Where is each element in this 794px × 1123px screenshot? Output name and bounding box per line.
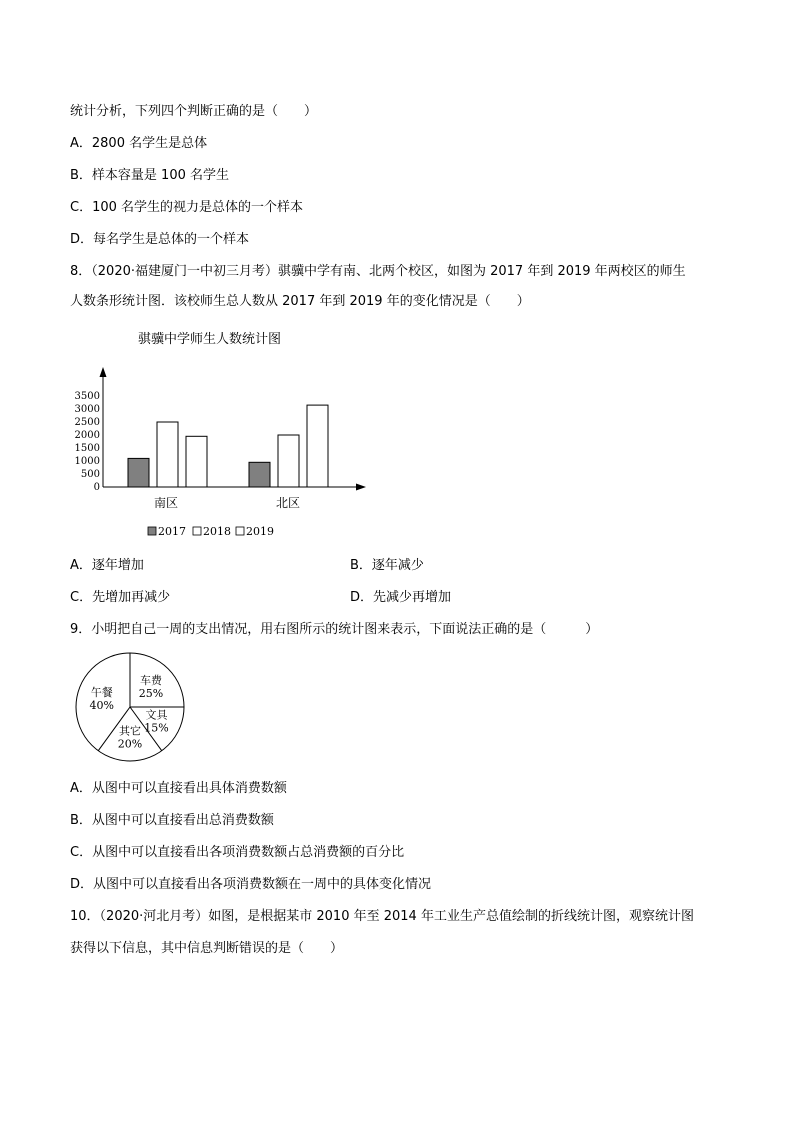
- category-label-north: 北区: [275, 496, 301, 510]
- bar-2019-1: [307, 405, 328, 487]
- pie-pct-3: 40%: [89, 698, 114, 712]
- legend-label-2018: 2018: [203, 525, 231, 538]
- y-tick-label: 500: [80, 469, 100, 480]
- legend-label-2019: 2019: [246, 525, 274, 538]
- bar-2018-1: [278, 435, 299, 487]
- q8-option-b: B．逐年减少: [350, 558, 424, 573]
- y-axis-arrow: [100, 367, 107, 377]
- pie-label-2: 其它: [119, 724, 141, 738]
- q10-stem-line2: 获得以下信息，其中信息判断错误的是（ ）: [70, 941, 344, 956]
- y-tick-label: 3000: [74, 404, 100, 415]
- q8-option-a: A．逐年增加: [70, 558, 144, 573]
- pie-label-3: 午餐: [90, 685, 113, 699]
- bar-2019-0: [186, 436, 207, 487]
- y-tick-label: 3500: [74, 391, 100, 402]
- pie-pct-1: 15%: [144, 721, 169, 735]
- pie-pct-0: 25%: [138, 686, 164, 700]
- q7-stem: 统计分析，下列四个判断正确的是（ ）: [70, 104, 318, 119]
- legend-swatch-2018: [193, 527, 201, 535]
- pie-pct-2: 20%: [117, 737, 143, 751]
- q7-option-a: A．2800 名学生是总体: [70, 136, 208, 151]
- bar-2018-0: [157, 422, 178, 487]
- q7-option-c: C．100 名学生的视力是总体的一个样本: [70, 200, 304, 215]
- q8-stem-line2: 人数条形统计图．该校师生总人数从 2017 年到 2019 年的变化情况是（ ）: [70, 294, 530, 309]
- q9-option-d: D．从图中可以直接看出各项消费数额在一周中的具体变化情况: [70, 877, 432, 892]
- q9-option-a: A．从图中可以直接看出具体消费数额: [70, 781, 287, 796]
- q10-stem-line1: 10．（2020·河北月考）如图，是根据某市 2010 年至 2014 年工业生产总值绘制的折线统计图，观察统计图: [70, 909, 694, 924]
- legend-swatch-2019: [236, 527, 244, 535]
- y-tick-label: 1000: [74, 456, 100, 467]
- q8-stem-line1: 8．（2020·福建厦门一中初三月考）骐骥中学有南、北两个校区，如图为 2017 年到 2019 年两校区的师生: [70, 264, 686, 279]
- q7-option-b: B．样本容量是 100 名学生: [70, 168, 229, 183]
- y-tick-label: 2500: [74, 417, 100, 428]
- bar-chart-title: 骐骥中学师生人数统计图: [138, 332, 282, 347]
- y-tick-label: 0: [93, 482, 100, 493]
- bar-chart: [70, 325, 390, 545]
- q8-option-d: D．先减少再增加: [350, 590, 452, 605]
- legend-swatch-2017: [148, 527, 156, 535]
- q8-option-c: C．先增加再减少: [70, 590, 171, 605]
- q9-stem: 9．小明把自己一周的支出情况，用右图所示的统计图来表示，下面说法正确的是（ ）: [70, 622, 599, 637]
- q9-option-b: B．从图中可以直接看出总消费数额: [70, 813, 274, 828]
- y-tick-label: 1500: [74, 443, 100, 454]
- pie-label-1: 文具: [145, 708, 168, 722]
- category-label-south: 南区: [153, 496, 179, 510]
- bar-2017-0: [128, 458, 149, 487]
- pie-chart: [70, 650, 200, 770]
- legend-label-2017: 2017: [158, 525, 186, 538]
- y-tick-label: 2000: [74, 430, 100, 441]
- pie-label-0: 车费: [140, 673, 163, 687]
- x-axis-arrow: [356, 484, 366, 491]
- bar-2017-1: [249, 462, 270, 487]
- q7-option-d: D．每名学生是总体的一个样本: [70, 232, 250, 247]
- q9-option-c: C．从图中可以直接看出各项消费数额占总消费额的百分比: [70, 845, 405, 860]
